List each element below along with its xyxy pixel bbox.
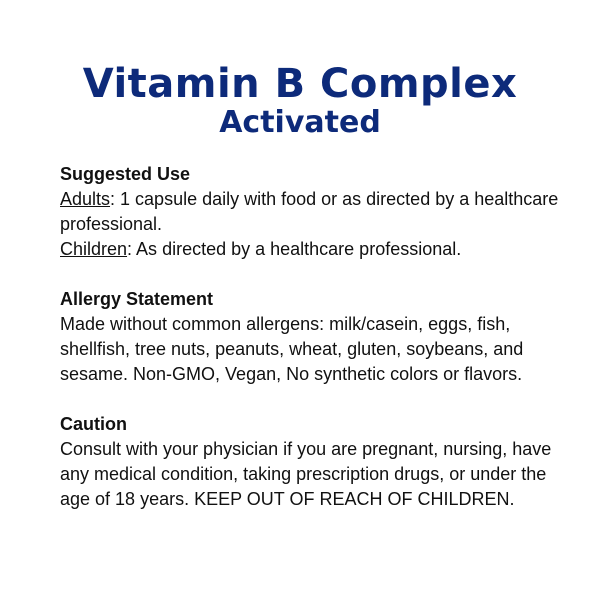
product-title-sub: Activated — [219, 105, 381, 140]
suggested-use-heading: Suggested Use — [60, 164, 191, 184]
product-details — [60, 162, 560, 537]
caution-text: Consult with your physician if you are pregnant, nursing, have any medical condition, taking prescription drugs, or under the age of 18 years. KEEP OUT OF REACH OF CHILDREN. — [60, 439, 552, 509]
allergy-section — [60, 287, 560, 387]
suggested-use-section — [60, 162, 560, 262]
allergy-text: Made without common allergens: milk/casein, eggs, fish, shellfish, tree nuts, peanuts, wheat, gluten, soybeans, and sesame. Non-GMO, Vegan, No synthetic colors or flavors. — [60, 314, 524, 384]
product-title-main: Vitamin B Complex — [82, 61, 518, 107]
caution-heading: Caution — [60, 414, 127, 434]
product-title — [0, 62, 600, 140]
allergy-heading: Allergy Statement — [60, 289, 214, 309]
adults-usage-text: : 1 capsule daily with food or as directed by a healthcare professional. — [60, 189, 559, 234]
children-label: Children — [60, 239, 128, 259]
adults-label: Adults — [60, 189, 111, 209]
children-usage-text: : As directed by a healthcare professional. — [127, 239, 462, 259]
caution-section — [60, 412, 560, 512]
children-usage — [60, 237, 560, 262]
adults-usage — [60, 187, 560, 237]
